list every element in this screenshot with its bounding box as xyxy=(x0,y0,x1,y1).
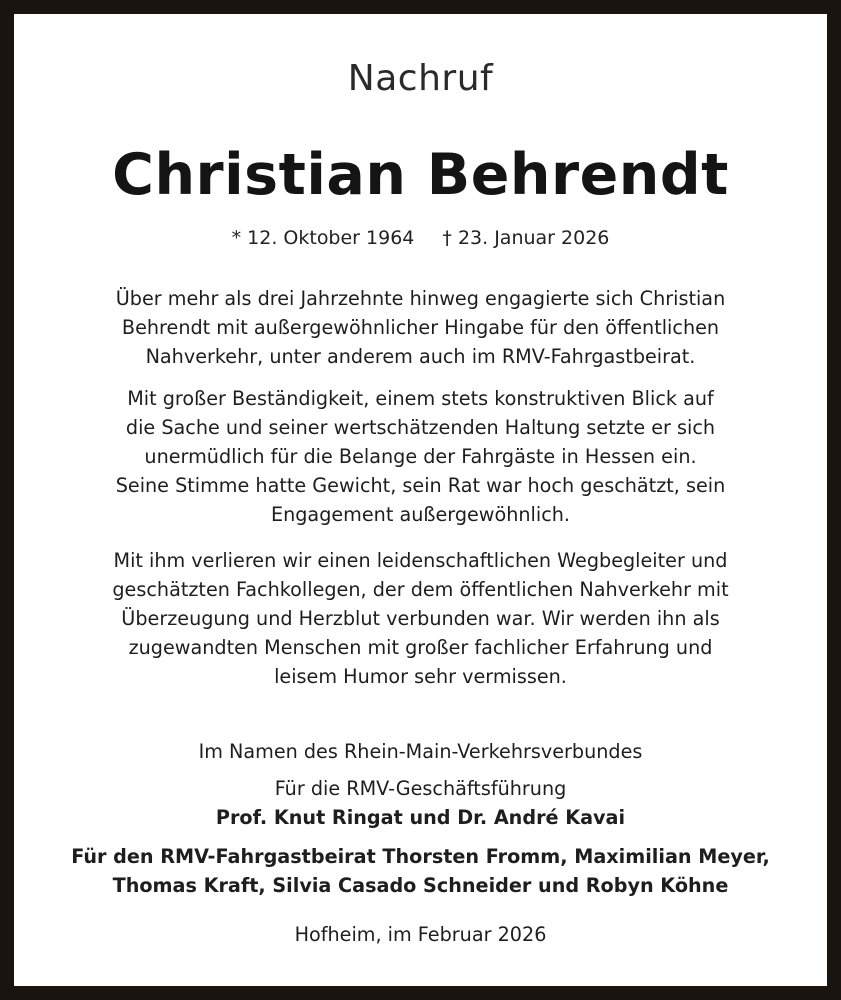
text-line: unermüdlich für die Belange der Fahrgäste in Hessen ein. xyxy=(144,445,697,468)
council-line: Thomas Kraft, Silvia Casado Schneider und Robyn Köhne xyxy=(112,874,729,897)
text-line: Über mehr als drei Jahrzehnte hinweg engagierte sich Christian xyxy=(115,287,726,310)
text-line: leisem Humor sehr vermissen. xyxy=(274,665,567,688)
place-date: Hofheim, im Februar 2026 xyxy=(294,923,547,946)
text-line: Engagement außergewöhnlich. xyxy=(270,503,571,526)
notice-heading: Nachruf xyxy=(347,58,494,99)
text-line: Überzeugung und Herzblut verbunden war. Wir werden ihn als xyxy=(121,607,720,630)
text-line: zugewandten Menschen mit großer fachlicher Erfahrung und xyxy=(128,636,713,659)
deceased-name: Christian Behrendt xyxy=(112,142,729,208)
birth-date: * 12. Oktober 1964 xyxy=(231,227,415,249)
death-date: † 23. Januar 2026 xyxy=(442,227,610,249)
text-line: geschätzten Fachkollegen, der dem öffentlichen Nahverkehr mit xyxy=(112,578,729,601)
council-line: Für den RMV-Fahrgastbeirat Thorsten Fromm, Maximilian Meyer, xyxy=(71,845,770,868)
text-line: Nahverkehr, unter anderem auch im RMV-Fahrgastbeirat. xyxy=(145,345,696,368)
management-names: Prof. Knut Ringat und Dr. André Kavai xyxy=(215,806,626,829)
management-label: Für die RMV-Geschäftsführung xyxy=(274,777,567,800)
text-line: Seine Stimme hatte Gewicht, sein Rat war hoch geschätzt, sein xyxy=(115,474,726,497)
paragraph-2 xyxy=(54,384,787,529)
paragraph-3 xyxy=(54,546,787,691)
signature-management xyxy=(34,774,807,832)
life-dates xyxy=(14,227,827,249)
obituary-notice xyxy=(14,14,827,986)
signature-organization: Im Namen des Rhein-Main-Verkehrsverbundes xyxy=(198,740,643,763)
signature-council xyxy=(34,842,807,900)
text-line: Behrendt mit außergewöhnlicher Hingabe für den öffentlichen xyxy=(121,316,720,339)
text-line: Mit großer Beständigkeit, einem stets konstruktiven Blick auf xyxy=(127,387,714,410)
text-line: Mit ihm verlieren wir einen leidenschaftlichen Wegbegleiter und xyxy=(113,549,728,572)
text-line: die Sache und seiner wertschätzenden Haltung setzte er sich xyxy=(125,416,716,439)
paragraph-1 xyxy=(54,284,787,371)
